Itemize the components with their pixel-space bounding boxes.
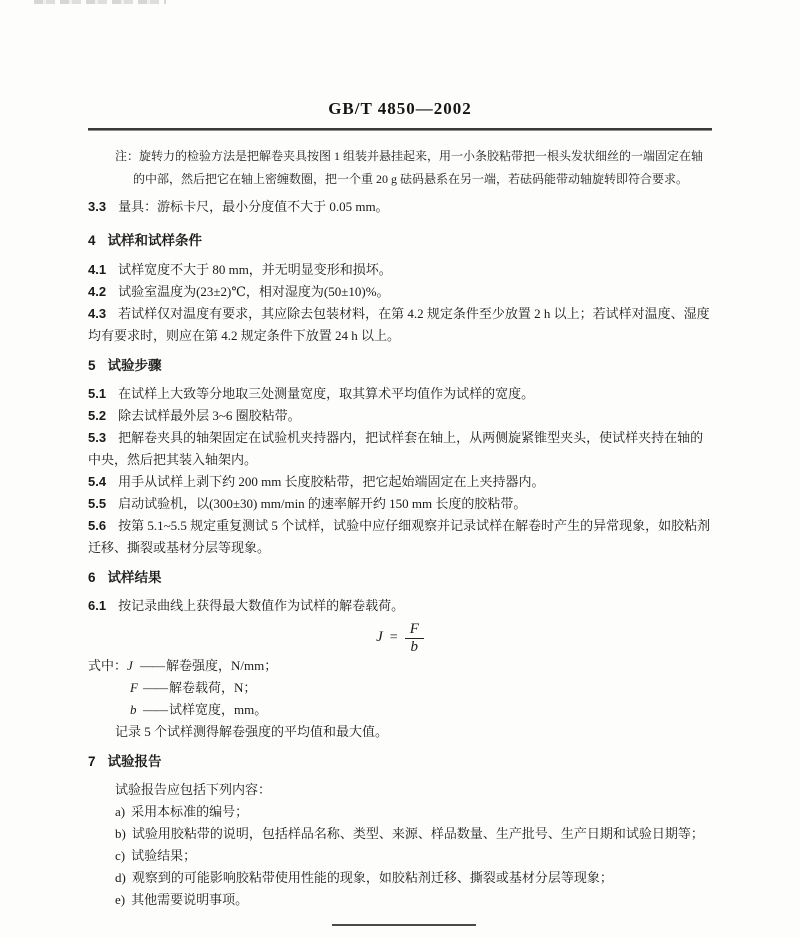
section-title: 试验步骤	[107, 358, 162, 373]
symbol-F: F	[130, 680, 138, 695]
clause-number: 5.1	[88, 386, 107, 401]
item-text: 试验结果；	[131, 848, 197, 863]
clause-5-5	[88, 493, 712, 515]
section-title: 试样结果	[107, 570, 162, 585]
header-rule	[88, 128, 712, 131]
clause-4-3	[88, 303, 712, 347]
item-label: c)	[115, 848, 126, 863]
note-text: 旋转力的检验方法是把解卷夹具按图 1 组装并悬挂起来，用一小条胶粘带把一根头发状细丝的一端固定在轴的中部，然后把它在轴上密缠数圈，把一个重 20 g 砝码悬系在另一端，若砝码能带动轴旋转即符合要求。	[133, 149, 704, 186]
clause-text: 若试样仅对温度有要求，其应除去包装材料，在第 4.2 规定条件至少放置 2 h 以上；若试样对温度、湿度均有要求时，则应在第 4.2 规定条件下放置 24 h 以上。	[88, 306, 710, 343]
item-label: a)	[115, 804, 126, 819]
clause-3-3	[88, 196, 712, 218]
term-desc: 试样宽度，mm。	[169, 702, 268, 717]
report-item-b	[115, 823, 712, 845]
clause-6-1	[88, 595, 712, 617]
where-clause-b	[130, 699, 712, 721]
clause-5-3	[88, 427, 712, 471]
item-text: 观察到的可能影响胶粘带使用性能的现象，如胶粘剂迁移、撕裂或基材分层等现象；	[131, 870, 613, 885]
where-clause-J	[88, 655, 712, 677]
formula-denominator: b	[410, 638, 419, 655]
section-6-heading	[88, 567, 712, 589]
formula-lhs: J	[376, 629, 383, 645]
clause-number: 4.3	[88, 306, 107, 321]
term-desc: 解卷强度，N/mm；	[166, 658, 278, 673]
section-number: 6	[88, 570, 96, 585]
clause-text: 试验室温度为(23±2)℃，相对湿度为(50±10)%。	[118, 284, 390, 299]
where-label: 式中：	[88, 658, 128, 673]
report-item-a	[115, 801, 712, 823]
clause-text: 在试样上大致等分地取三处测量宽度，取其算术平均值作为试样的宽度。	[118, 386, 535, 401]
formula-fraction	[405, 622, 424, 655]
section-title: 试验报告	[107, 754, 162, 769]
end-of-page-rule	[332, 924, 476, 926]
report-intro: 试验报告应包括下列内容：	[115, 782, 272, 797]
term-dash: ——	[140, 658, 165, 673]
clause-number: 5.4	[88, 474, 107, 489]
record-note: 记录 5 个试样测得解卷强度的平均值和最大值。	[115, 724, 389, 739]
clause-text: 把解卷夹具的轴架固定在试验机夹持器内，把试样套在轴上，从两侧旋紧锥型夹头，使试样夹持在轴的中央，然后把其装入轴架内。	[88, 430, 704, 467]
clause-5-6	[88, 515, 712, 559]
clause-text: 试样宽度不大于 80 mm，并无明显变形和损坏。	[118, 262, 392, 277]
section-4-heading	[88, 230, 712, 252]
formula-unwind-strength	[88, 619, 712, 655]
clause-number: 5.2	[88, 408, 107, 423]
section-5-heading	[88, 355, 712, 377]
clause-text: 用手从试样上剥下约 200 mm 长度胶粘带，把它起始端固定在上夹持器内。	[118, 474, 545, 489]
clause-number: 5.6	[88, 518, 107, 533]
clause-number: 4.2	[88, 284, 107, 299]
formula-numerator: F	[405, 622, 424, 639]
scan-artifact-strip	[34, 0, 166, 4]
note-paragraph	[115, 145, 712, 191]
item-text: 其他需要说明事项。	[131, 892, 249, 907]
report-item-d	[115, 867, 712, 889]
clause-text: 按记录曲线上获得最大数值作为试样的解卷载荷。	[118, 598, 405, 613]
report-item-c	[115, 845, 712, 867]
symbol-b: b	[130, 702, 137, 717]
clause-number: 5.3	[88, 430, 107, 445]
section-number: 7	[88, 754, 96, 769]
section-number: 4	[88, 233, 96, 248]
term-desc: 解卷载荷，N；	[169, 680, 257, 695]
symbol-J: J	[127, 658, 133, 673]
clause-number: 5.5	[88, 496, 107, 511]
clause-text: 除去试样最外层 3~6 圈胶粘带。	[118, 408, 301, 423]
section-title: 试样和试样条件	[107, 233, 203, 248]
clause-number: 4.1	[88, 262, 107, 277]
clause-number: 6.1	[88, 598, 107, 613]
clause-number: 3.3	[88, 199, 107, 214]
item-label: d)	[115, 870, 126, 885]
item-text: 采用本标准的编号；	[131, 804, 249, 819]
item-text: 试验用胶粘带的说明，包括样品名称、类型、来源、样品数量、生产批号、生产日期和试验日期等；	[131, 826, 704, 841]
clause-text: 量具：游标卡尺，最小分度值不大于 0.05 mm。	[118, 199, 389, 214]
clause-text: 按第 5.1~5.5 规定重复测试 5 个试样，试验中应仔细观察并记录试样在解卷时产生的异常现象，如胶粘剂迁移、撕裂或基材分层等现象。	[88, 518, 711, 555]
formula-equals: =	[389, 630, 398, 645]
report-item-e	[115, 889, 712, 911]
clause-text: 启动试验机，以(300±30) mm/min 的速率解开约 150 mm 长度的胶粘带。	[118, 496, 527, 511]
item-label: b)	[115, 826, 126, 841]
clause-4-2	[88, 281, 712, 303]
term-dash: ——	[143, 680, 167, 695]
item-label: e)	[115, 892, 126, 907]
where-clause-F	[130, 677, 712, 699]
clause-4-1	[88, 259, 712, 281]
clause-5-2	[88, 405, 712, 427]
term-dash: ——	[143, 702, 167, 717]
standard-code-header: GB/T 4850—2002	[328, 99, 472, 118]
section-number: 5	[88, 358, 96, 373]
section-7-heading	[88, 751, 712, 773]
clause-5-1	[88, 383, 712, 405]
clause-5-4	[88, 471, 712, 493]
note-label: 注：	[115, 149, 140, 163]
